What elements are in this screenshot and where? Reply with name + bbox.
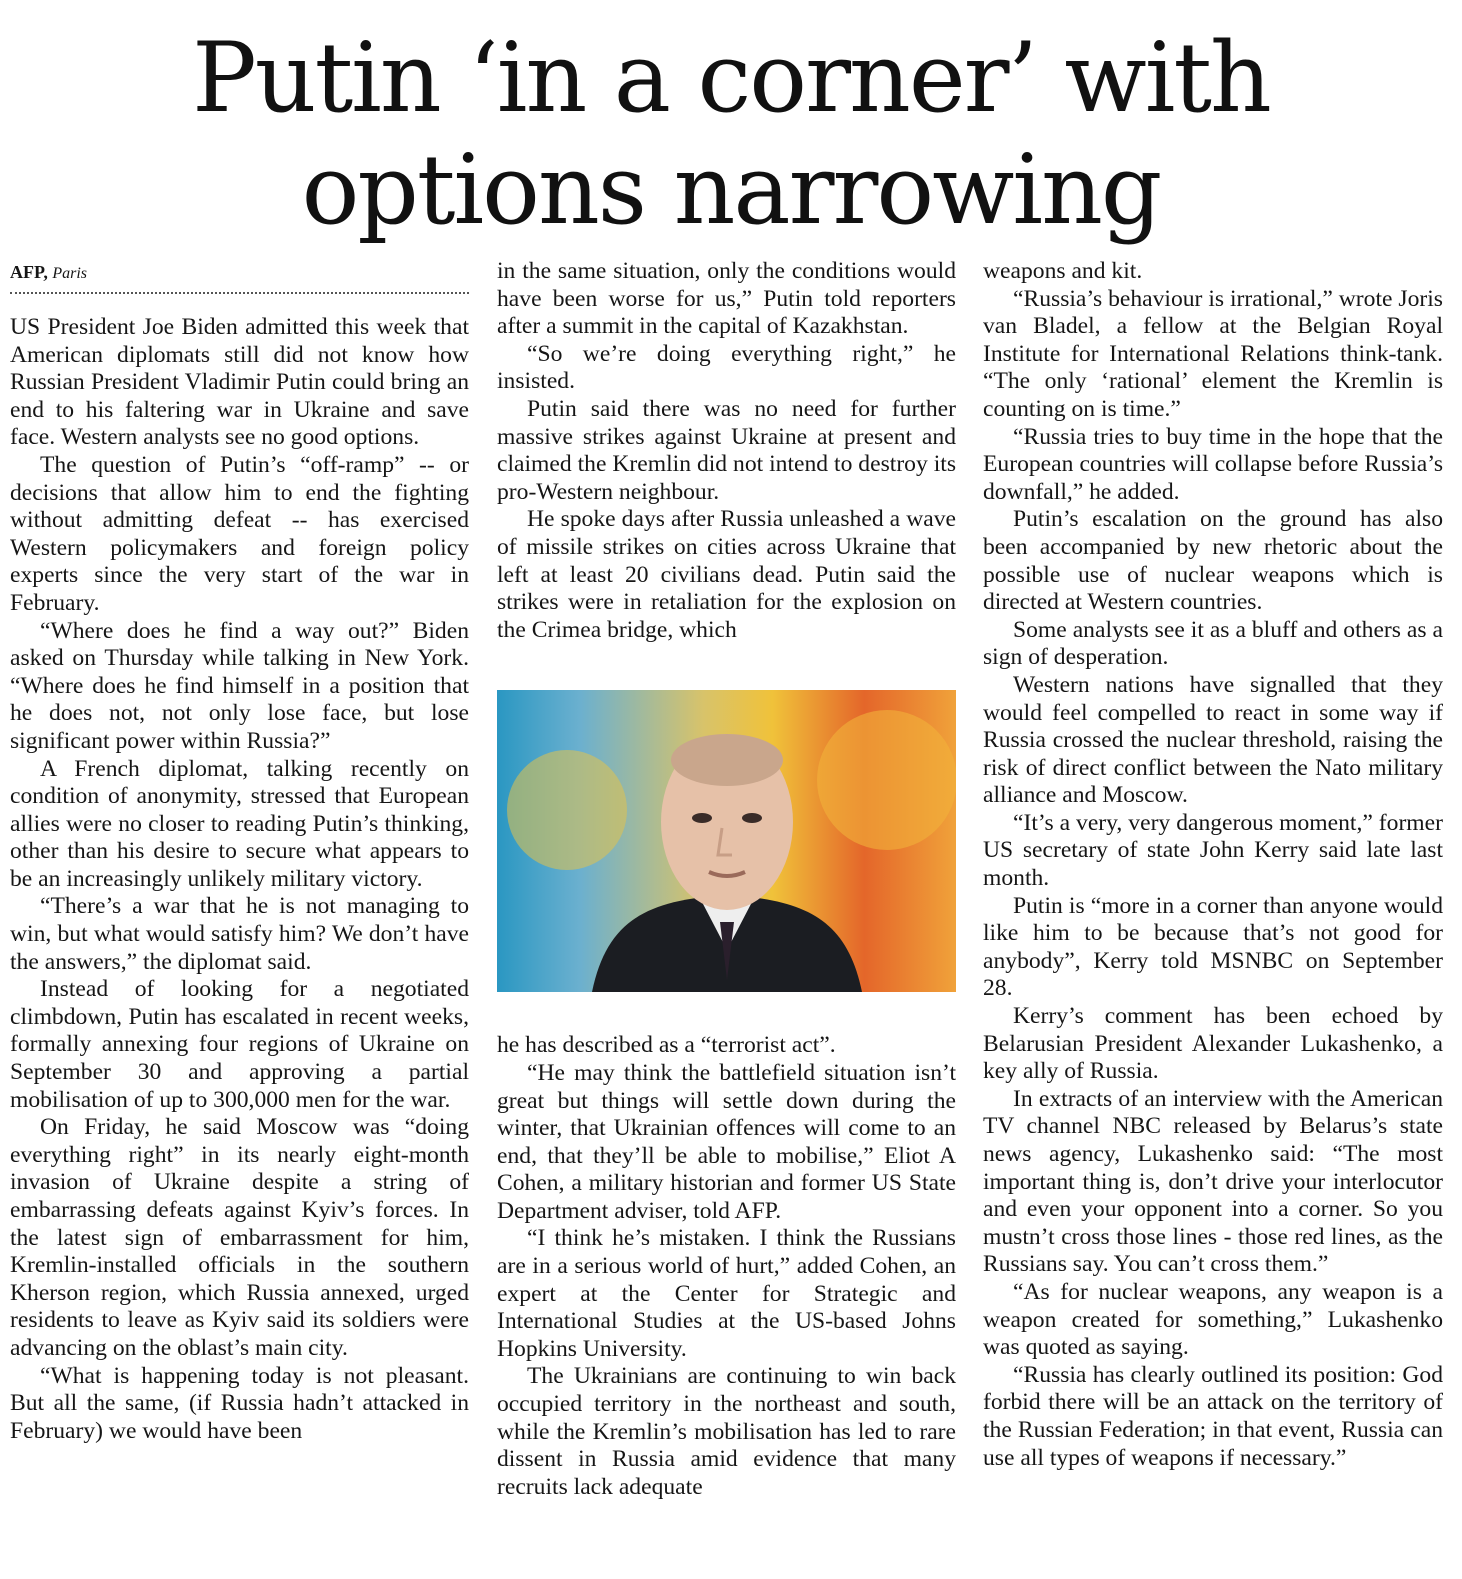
article-column-1: [10, 258, 469, 1445]
paragraph: “It’s a very, very dangerous moment,” former US secretary of state John Kerry said late last month.: [983, 809, 1443, 892]
byline-divider: [10, 292, 469, 294]
article-column-3: [983, 258, 1443, 1472]
paragraph: Putin said there was no need for further massive strikes against Ukraine at present and claimed the Kremlin did not intend to destroy its pro-Western neighbour.: [497, 395, 956, 505]
paragraph: “He may think the battlefield situation isn’t great but things will settle down during the winter, that Ukrainian offences will come to an end, that they’ll be able to mobilise,” Eliot A Cohen, a military historian and former US State Department adviser, told AFP.: [497, 1059, 956, 1224]
paragraph: Some analysts see it as a bluff and others as a sign of desperation.: [983, 616, 1443, 671]
paragraph: “Where does he find a way out?” Biden asked on Thursday while talking in New York. “Where does he find himself in a position that he does not, not only lose face, but lose significant power within Russia?”: [10, 617, 469, 754]
headline-line-2: options narrowing: [301, 134, 1161, 246]
headline: [0, 22, 1462, 246]
byline-agency: AFP,: [10, 262, 48, 282]
paragraph: “I think he’s mistaken. I think the Russians are in a serious world of hurt,” added Cohen, an expert at the Center for Strategic and International Studies at the US-based Johns Hopkins University.: [497, 1225, 956, 1362]
paragraph: The question of Putin’s “off-ramp” -- or decisions that allow him to end the fighting without admitting defeat -- has exercised Western policymakers and foreign policy experts since the very start of the war in February.: [10, 451, 469, 616]
paragraph: “What is happening today is not pleasant. But all the same, (if Russia hadn’t attacked in February) we would have been: [10, 1362, 469, 1444]
putin-photo: [497, 690, 956, 992]
paragraph: Putin is “more in a corner than anyone would like him to be because that’s not good for anybody”, Kerry told MSNBC on September 28.: [983, 892, 1443, 1002]
paragraph: weapons and kit.: [983, 258, 1143, 284]
paragraph: “Russia has clearly outlined its position: God forbid there will be an attack on the territory of the Russian Federation; in that event, Russia can use all types of weapons if necessary.”: [983, 1361, 1443, 1471]
putin-photo-illustration: [497, 690, 956, 992]
byline: [10, 258, 469, 288]
paragraph: Instead of looking for a negotiated climbdown, Putin has escalated in recent weeks, formally annexing four regions of Ukraine on September 30 and approving a partial mobilisation of up to 300,000 men for the war.: [10, 976, 469, 1113]
paragraph: Putin’s escalation on the ground has also been accompanied by new rhetoric about the possible use of nuclear weapons which is directed at Western countries.: [983, 506, 1443, 616]
paragraph: Western nations have signalled that they would feel compelled to react in some way if Russia crossed the nuclear threshold, raising the risk of direct conflict between the Nato military alliance and Moscow.: [983, 671, 1443, 809]
paragraph: “So we’re doing everything right,” he insisted.: [497, 340, 956, 395]
paragraph: He spoke days after Russia unleashed a wave of missile strikes on cities across Ukraine that left at least 20 civilians dead. Putin said the strikes were in retaliation for the explosion on the Crimea bridge, which: [497, 506, 956, 643]
paragraph: “There’s a war that he is not managing to win, but what would satisfy him? We don’t have the answers,” the diplomat said.: [10, 893, 469, 975]
paragraph: “Russia’s behaviour is irrational,” wrote Joris van Bladel, a fellow at the Belgian Royal Institute for International Relations think-tank. “The only ‘rational’ element the Kremlin is counting on is time.”: [983, 285, 1443, 422]
paragraph: On Friday, he said Moscow was “doing everything right” in its nearly eight-month invasion of Ukraine despite a string of embarrassing defeats against Kyiv’s forces. In the latest sign of embarrassment for him, Kremlin-installed officials in the southern Kherson region, which Russia annexed, urged residents to leave as Kyiv said its soldiers were advancing on the oblast’s main city.: [10, 1114, 469, 1361]
paragraph: in the same situation, only the conditions would have been worse for us,” Putin told reporters after a summit in the capital of Kazakhstan.: [497, 258, 956, 340]
paragraph: A French diplomat, talking recently on condition of anonymity, stressed that European allies were no closer to reading Putin’s thinking, other than his desire to secure what appears to be an increasingly unlikely military victory.: [10, 755, 469, 892]
byline-place: Paris: [52, 265, 88, 282]
headline-line-1: Putin ‘in a corner’ with: [192, 22, 1270, 134]
article-column-2: [497, 258, 956, 1501]
paragraph: The Ukrainians are continuing to win back occupied territory in the northeast and south, while the Kremlin’s mobilisation has led to rare dissent in Russia amid evidence that many recruits lack adequate: [497, 1363, 956, 1500]
paragraph: “Russia tries to buy time in the hope that the European countries will collapse before Russia’s downfall,” he added.: [983, 423, 1443, 505]
paragraph: US President Joe Biden admitted this week that American diplomats still did not know how Russian President Vladimir Putin could bring an end to his faltering war in Ukraine and save face. Western analysts see no good options.: [10, 314, 469, 451]
paragraph: “As for nuclear weapons, any weapon is a weapon created for something,” Lukashenko was quoted as saying.: [983, 1278, 1443, 1361]
paragraph: Kerry’s comment has been echoed by Belarusian President Alexander Lukashenko, a key ally of Russia.: [983, 1003, 1443, 1085]
paragraph: he has described as a “terrorist act”.: [497, 1032, 836, 1059]
paragraph: In extracts of an interview with the American TV channel NBC released by Belarus’s state news agency, Lukashenko said: “The most important thing is, don’t drive your interlocutor and even your opponent into a corner. So you mustn’t cross those lines - those red lines, as the Russians say. You can’t cross them.”: [983, 1085, 1443, 1278]
